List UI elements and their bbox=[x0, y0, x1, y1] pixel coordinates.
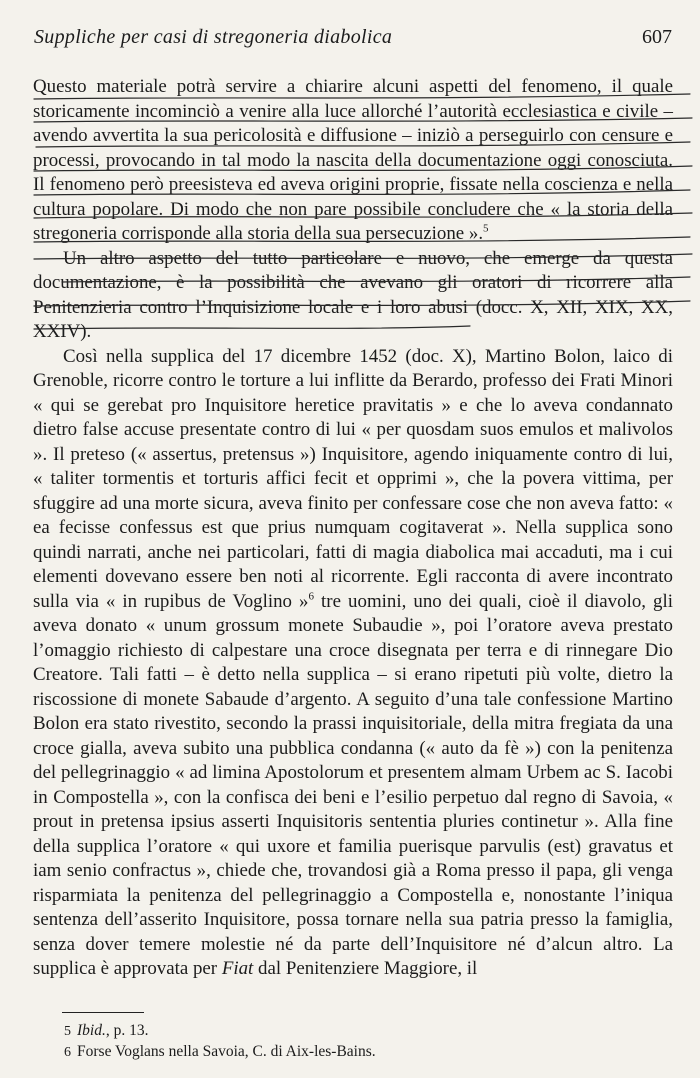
footnote-5 bbox=[64, 1021, 664, 1042]
paragraph-3-text-b: tre uomini, uno dei quali, cioè il diavolo, gli aveva donato « unum grossum monete Subaudie », poi l’oratore aveva prestato l’omaggio richiesto di calpestare una croce disegnata per terra e di rinnegare Dio Creatore. Tali fatti – è detto nella supplica – si erano ripetuti più volte, dietro la riscossione di monete Sabaude d’argento. A seguito d’una tale confessione Martino Bolon era stato rivestito, secondo la prassi inquisitoriale, della mitra fregiata da una croce gialla, aveva subito una pubblica condanna (« auto da fè ») con la penitenza del pellegrinaggio « ad limina Apostolorum et presentem almam Urbem ac S. Iacobi in Compostella », con la confisca dei beni e l’esilio perpetuo dal regno di Savoia, « prout in pretensa ipsius asserti Inquisitoris sententia pluries continetur ». Alla fine della supplica l’oratore « qui uxore et familia puerisque parvulis (est) gravatus et iam senio confractus », chiede che, trovandosi già a Roma presso il papa, gli venga risparmiata la penitenza del pellegrinaggio a Compostella e, nonostante l’iniqua sentenza dell’asserito Inquisitore, possa tornare nella sua patria presso la famiglia, senza dover temere molestie né da parte dell’Inquisitore né d’alcun altro. La supplica è approvata per bbox=[33, 590, 673, 979]
paragraph-1 bbox=[33, 75, 673, 247]
paragraph-3-text-c: dal Penitenziere Maggiore, il bbox=[253, 958, 478, 979]
footnote-ref-6: 6 bbox=[308, 590, 314, 603]
footnotes bbox=[64, 1021, 664, 1063]
footnote-6-text: Forse Voglans nella Savoia, C. di Aix-les-Bains. bbox=[77, 1043, 376, 1060]
footnote-ref-5: 5 bbox=[483, 222, 489, 235]
footnote-6 bbox=[64, 1042, 664, 1063]
paragraph-3 bbox=[33, 345, 673, 982]
footnote-rule bbox=[62, 1012, 144, 1013]
paragraph-2: Un altro aspetto del tutto particolare e nuovo, che emerge da questa documentazione, è la possibilità che avevano gli oratori di ricorrere alla Penitenzieria contro l’Inquisizione locale e i loro abusi (docc. X, XII, XIX, XX, XXIV). bbox=[33, 247, 673, 342]
footnote-5-number: 5 bbox=[64, 1024, 71, 1039]
page-number: 607 bbox=[642, 26, 672, 48]
footnote-5-text: , p. 13. bbox=[105, 1022, 149, 1039]
running-title: Suppliche per casi di stregoneria diabolica bbox=[34, 26, 393, 48]
footnote-6-number: 6 bbox=[64, 1045, 71, 1060]
body-text bbox=[33, 75, 673, 982]
footnote-5-italic: Ibid. bbox=[77, 1022, 106, 1039]
running-header bbox=[34, 26, 672, 56]
paragraph-1-text: Questo materiale potrà servire a chiarire alcuni aspetti del fenomeno, il quale storicamente incominciò a venire alla luce allorché l’autorità ecclesiastica e civile – avendo avvertita la sua pericolosità e diffusione – iniziò a perseguirlo con censure e processi, provocando in tal modo la nascita della documentazione oggi conosciuta. Il fenomeno però preesisteva ed aveva origini proprie, fissate nella coscienza e nella cultura popolare. Di modo che non pare possibile concludere che « la storia della stregoneria corrisponde alla storia della sua persecuzione ». bbox=[33, 76, 673, 244]
paragraph-3-text-a: Così nella supplica del 17 dicembre 1452 (doc. X), Martino Bolon, laico di Grenoble, ricorre contro le torture a lui inflitte da Berardo, professo dei Frati Minori « qui se gerebat pro Inquisitore heretice pravitatis » e che lo aveva condannato dietro false accuse presentate contro di lui « per quosdam suos emulos et malivolos ». Il preteso (« assertus, pretensus ») Inquisitore, agendo iniquamente contro di lui, « taliter tormentis et torturis affici fecit et opprimi », che la povera vittima, per sfuggire ad una morte sicura, aveva finito per confessare cose che non aveva fatto: « ea fecisse confessus est que prius numquam cogitaverat ». Nella supplica sono quindi narrati, anche nei particolari, fatti di magia diabolica mai accaduti, ma i cui elementi dovevano essere ben noti al ricorrente. Egli racconta di avere incontrato sulla via « in rupibus de Voglino » bbox=[33, 345, 673, 612]
fiat-word: Fiat bbox=[221, 958, 254, 979]
